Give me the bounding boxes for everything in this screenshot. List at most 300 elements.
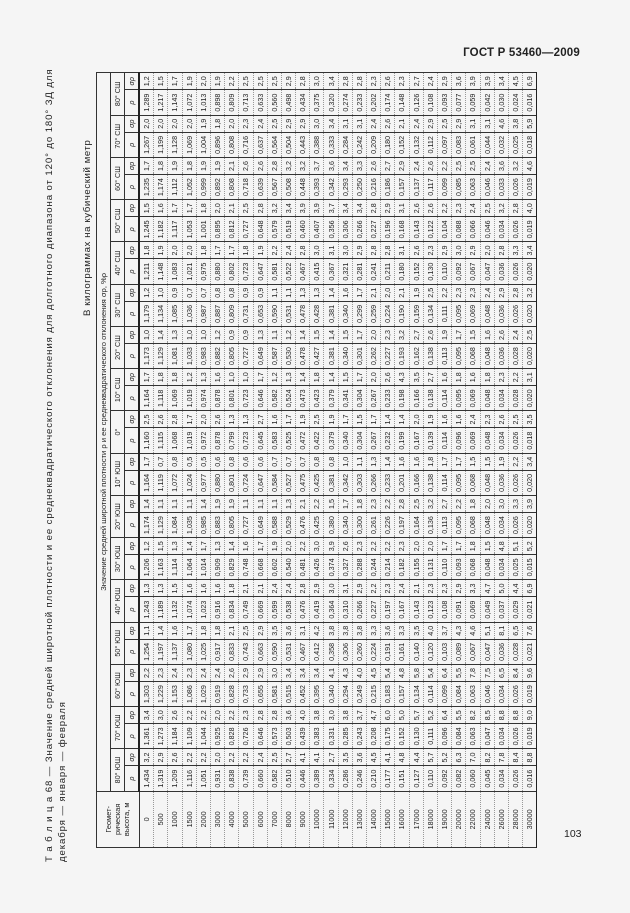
- sigma-cell: 4,1: [324, 664, 338, 681]
- rho-cell: 0,838: [225, 766, 239, 791]
- rho-cell: 0,025: [508, 132, 522, 157]
- rho-cell: 0,114: [423, 681, 437, 706]
- rho-cell: 1,019: [182, 386, 196, 411]
- sigma-cell: 2,2: [437, 200, 451, 217]
- rho-cell: 1,068: [168, 428, 182, 453]
- rho-cell: 1,197: [154, 639, 168, 664]
- rho-subheader: ρ: [125, 90, 140, 115]
- rho-cell: 0,805: [225, 512, 239, 537]
- sigma-subheader: σρ: [125, 495, 140, 512]
- rho-cell: 1,164: [139, 386, 154, 411]
- rho-cell: 0,259: [367, 301, 381, 326]
- sigma-cell: 1,4: [139, 495, 154, 512]
- rho-cell: 1,072: [182, 90, 196, 115]
- rho-cell: 0,215: [367, 681, 381, 706]
- rho-cell: 0,653: [253, 301, 267, 326]
- sigma-cell: 2,0: [168, 115, 182, 132]
- rho-cell: 0,379: [324, 428, 338, 453]
- sigma-cell: 3,1: [480, 115, 494, 132]
- rho-cell: 0,802: [225, 259, 239, 284]
- altitude-cell: 19000: [437, 791, 451, 847]
- sigma-cell: 2,6: [168, 749, 182, 766]
- sigma-cell: 2,0: [367, 369, 381, 386]
- rho-subheader: ρ: [125, 132, 140, 157]
- rho-cell: 0,383: [310, 724, 324, 749]
- rho-cell: 0,104: [437, 217, 451, 242]
- rho-cell: 0,646: [253, 724, 267, 749]
- rho-cell: 0,333: [324, 132, 338, 157]
- rho-cell: 0,016: [523, 766, 537, 791]
- sigma-cell: 2,0: [281, 538, 295, 555]
- rho-cell: 0,114: [437, 470, 451, 495]
- rho-cell: 0,427: [310, 343, 324, 368]
- rho-cell: 1,109: [182, 724, 196, 749]
- rho-cell: 0,663: [253, 639, 267, 664]
- rho-cell: 0,224: [367, 639, 381, 664]
- sigma-cell: 2,3: [182, 664, 196, 681]
- sigma-cell: 1,1: [267, 326, 281, 343]
- rho-cell: 0,063: [466, 724, 480, 749]
- sigma-cell: 4,6: [523, 157, 537, 174]
- rho-cell: 0,139: [423, 428, 437, 453]
- rho-cell: 0,300: [352, 512, 366, 537]
- rho-cell: 0,285: [338, 724, 352, 749]
- rho-cell: 0,048: [480, 555, 494, 580]
- sigma-cell: 4,3: [395, 369, 409, 386]
- sigma-cell: 5,1: [480, 622, 494, 639]
- rho-cell: 0,748: [239, 555, 253, 580]
- rho-cell: 0,134: [409, 681, 423, 706]
- rho-cell: 0,044: [480, 132, 494, 157]
- sigma-cell: 1,5: [338, 326, 352, 343]
- rho-cell: 0,186: [381, 174, 395, 199]
- sigma-cell: 4,1: [296, 749, 310, 766]
- sigma-cell: 2,4: [466, 200, 480, 217]
- rho-cell: 0,727: [239, 512, 253, 537]
- rho-cell: 0,724: [239, 470, 253, 495]
- altitude-cell: 5000: [239, 791, 253, 847]
- rho-cell: 0,883: [210, 512, 224, 537]
- rho-cell: 0,167: [409, 428, 423, 453]
- sigma-cell: 1,7: [139, 453, 154, 470]
- sigma-cell: 3,4: [338, 200, 352, 217]
- sigma-cell: 3,6: [352, 749, 366, 766]
- table-row: [225, 73, 239, 848]
- altitude-cell: 17000: [409, 791, 423, 847]
- rho-cell: 0,916: [210, 597, 224, 622]
- rho-cell: 0,925: [210, 724, 224, 749]
- rho-cell: 0,113: [437, 343, 451, 368]
- sigma-cell: 2,2: [225, 707, 239, 724]
- rho-cell: 1,129: [154, 343, 168, 368]
- sigma-cell: 2,4: [480, 157, 494, 174]
- sigma-cell: 1,2: [281, 326, 295, 343]
- sigma-cell: 1,4: [324, 284, 338, 301]
- sigma-cell: 3,0: [310, 73, 324, 90]
- altitude-cell: 7000: [267, 791, 281, 847]
- rho-cell: 0,510: [281, 766, 295, 791]
- sigma-cell: 8,4: [508, 749, 522, 766]
- rho-cell: 1,132: [168, 597, 182, 622]
- sigma-cell: 1,1: [139, 622, 154, 639]
- rho-cell: 1,069: [168, 386, 182, 411]
- sigma-cell: 2,2: [381, 495, 395, 512]
- altitude-cell: 24000: [480, 791, 494, 847]
- altitude-cell: 12000: [338, 791, 352, 847]
- rho-cell: 0,060: [466, 766, 480, 791]
- sigma-cell: 1,9: [210, 157, 224, 174]
- rho-cell: 0,340: [338, 343, 352, 368]
- rho-cell: 0,633: [253, 90, 267, 115]
- rho-cell: 0,974: [196, 386, 210, 411]
- sigma-cell: 1,3: [296, 284, 310, 301]
- sigma-cell: 2,3: [466, 284, 480, 301]
- rho-cell: 0,395: [310, 681, 324, 706]
- table-row: [352, 73, 366, 848]
- sigma-cell: 2,9: [281, 115, 295, 132]
- rho-cell: 1,160: [139, 428, 154, 453]
- sigma-cell: 3,0: [154, 707, 168, 724]
- rho-cell: 0,114: [437, 386, 451, 411]
- rho-cell: 0,199: [395, 428, 409, 453]
- sigma-cell: 1,3: [168, 538, 182, 555]
- rho-cell: 0,834: [225, 597, 239, 622]
- rho-cell: 0,046: [480, 681, 494, 706]
- sigma-cell: 2,4: [210, 664, 224, 681]
- sigma-cell: 2,8: [168, 411, 182, 428]
- sigma-cell: 2,8: [367, 242, 381, 259]
- sigma-cell: 2,6: [210, 411, 224, 428]
- sigma-cell: 1,7: [168, 73, 182, 90]
- rho-cell: 0,151: [395, 766, 409, 791]
- sigma-cell: 3,2: [267, 200, 281, 217]
- sigma-cell: 2,6: [423, 326, 437, 343]
- sigma-cell: 2,4: [281, 242, 295, 259]
- rho-cell: 0,042: [480, 90, 494, 115]
- rho-cell: 0,026: [508, 766, 522, 791]
- sigma-cell: 1,8: [352, 495, 366, 512]
- rho-cell: 1,229: [154, 681, 168, 706]
- rho-cell: 0,439: [296, 724, 310, 749]
- sigma-cell: 1,5: [154, 538, 168, 555]
- rho-cell: 0,157: [395, 174, 409, 199]
- rho-cell: 0,639: [253, 174, 267, 199]
- sigma-cell: 2,6: [168, 707, 182, 724]
- sigma-cell: 1,5: [466, 453, 480, 470]
- rho-cell: 0,029: [508, 597, 522, 622]
- sigma-cell: 1,4: [225, 538, 239, 555]
- sigma-cell: 4,4: [409, 749, 423, 766]
- rho-cell: 0,508: [281, 174, 295, 199]
- rho-cell: 0,020: [523, 259, 537, 284]
- sigma-cell: 3,2: [139, 749, 154, 766]
- rho-cell: 0,122: [423, 217, 437, 242]
- sigma-cell: 2,9: [452, 580, 466, 597]
- sigma-cell: 1,6: [409, 453, 423, 470]
- table-row: [267, 73, 281, 848]
- sigma-cell: 0,6: [239, 453, 253, 470]
- rho-cell: 0,573: [267, 724, 281, 749]
- rho-cell: 0,120: [423, 639, 437, 664]
- rho-cell: 0,472: [296, 428, 310, 453]
- rho-cell: 0,733: [239, 681, 253, 706]
- rho-cell: 0,645: [253, 428, 267, 453]
- rho-cell: 1,289: [139, 90, 154, 115]
- rho-cell: 1,053: [182, 217, 196, 242]
- sigma-cell: 8,1: [494, 622, 508, 639]
- rho-cell: 1,174: [154, 174, 168, 199]
- rho-cell: 1,072: [168, 470, 182, 495]
- sigma-cell: 2,5: [480, 200, 494, 217]
- rho-cell: 0,082: [452, 766, 466, 791]
- rho-cell: 1,004: [196, 132, 210, 157]
- latitude-header: 30° СШ: [111, 284, 125, 326]
- rho-cell: 0,110: [437, 259, 451, 284]
- sigma-subheader: σρ: [125, 242, 140, 259]
- sigma-cell: 2,0: [480, 495, 494, 512]
- rho-cell: 1,021: [182, 259, 196, 284]
- rho-cell: 0,281: [352, 259, 366, 284]
- sigma-cell: 2,2: [182, 707, 196, 724]
- rho-cell: 1,074: [182, 597, 196, 622]
- rho-cell: 0,478: [296, 301, 310, 326]
- sigma-cell: 2,1: [253, 580, 267, 597]
- sigma-cell: 1,8: [196, 200, 210, 217]
- sigma-cell: 1,5: [154, 73, 168, 90]
- sigma-cell: 2,6: [154, 411, 168, 428]
- sigma-cell: 1,8: [196, 242, 210, 259]
- rho-cell: 1,033: [182, 343, 196, 368]
- sigma-cell: 1,5: [310, 326, 324, 343]
- sigma-cell: 1,9: [253, 242, 267, 259]
- sigma-cell: 8,2: [466, 707, 480, 724]
- sigma-cell: 1,5: [480, 538, 494, 555]
- rho-cell: 0,175: [381, 724, 395, 749]
- rho-cell: 0,293: [338, 174, 352, 199]
- rho-cell: 0,342: [338, 470, 352, 495]
- sigma-cell: 2,1: [225, 200, 239, 217]
- sigma-cell: 6,5: [508, 622, 522, 639]
- rho-cell: 0,152: [395, 724, 409, 749]
- sigma-cell: 1,9: [409, 284, 423, 301]
- rho-cell: 0,097: [437, 132, 451, 157]
- latitude-header: 60° СШ: [111, 157, 125, 199]
- rho-cell: 0,425: [310, 470, 324, 495]
- rho-cell: 0,647: [253, 259, 267, 284]
- rho-cell: 1,051: [196, 766, 210, 791]
- rho-cell: 0,034: [494, 681, 508, 706]
- sigma-cell: 1,3: [253, 326, 267, 343]
- rho-cell: 0,340: [324, 681, 338, 706]
- altitude-cell: 20000: [452, 791, 466, 847]
- sigma-cell: 1,3: [139, 580, 154, 597]
- altitude-cell: 11000: [324, 791, 338, 847]
- table-row: [480, 73, 494, 848]
- rho-cell: 0,389: [310, 766, 324, 791]
- sigma-cell: 2,2: [196, 707, 210, 724]
- table-row: [423, 73, 437, 848]
- sigma-cell: 1,1: [168, 495, 182, 512]
- sigma-cell: 1,7: [182, 411, 196, 428]
- rho-cell: 0,808: [225, 132, 239, 157]
- rho-cell: 0,878: [210, 428, 224, 453]
- sigma-cell: 2,9: [437, 242, 451, 259]
- sigma-cell: 1,7: [352, 326, 366, 343]
- rho-cell: 0,143: [409, 597, 423, 622]
- sigma-cell: 3,9: [310, 200, 324, 217]
- sigma-cell: 2,1: [409, 580, 423, 597]
- rho-cell: 1,117: [168, 217, 182, 242]
- sigma-cell: 1,9: [437, 326, 451, 343]
- rho-cell: 1,069: [182, 132, 196, 157]
- sigma-cell: 3,2: [523, 284, 537, 301]
- sigma-cell: 1,1: [352, 453, 366, 470]
- sigma-cell: 2,1: [367, 284, 381, 301]
- rho-cell: 1,112: [168, 174, 182, 199]
- rho-cell: 1,245: [139, 217, 154, 242]
- sigma-cell: 2,8: [267, 707, 281, 724]
- rho-cell: 0,718: [239, 174, 253, 199]
- sigma-cell: 4,8: [494, 538, 508, 555]
- sigma-cell: 1,2: [210, 326, 224, 343]
- rho-cell: 0,210: [367, 766, 381, 791]
- sigma-cell: 1,6: [437, 411, 451, 428]
- sigma-cell: 1,4: [196, 495, 210, 512]
- rho-cell: 0,321: [338, 259, 352, 284]
- sigma-cell: 1,1: [281, 284, 295, 301]
- rho-cell: 1,035: [182, 512, 196, 537]
- rho-cell: 0,227: [367, 597, 381, 622]
- sigma-cell: 2,8: [338, 73, 352, 90]
- table-row: [437, 73, 451, 848]
- sigma-cell: 2,4: [253, 115, 267, 132]
- altitude-cell: 500: [154, 791, 168, 847]
- sigma-cell: 4,8: [395, 749, 409, 766]
- table-row: [168, 73, 182, 848]
- sigma-cell: 1,9: [267, 538, 281, 555]
- latitude-header: 20° ЮШ: [111, 495, 125, 537]
- sigma-cell: 3,7: [324, 200, 338, 217]
- sigma-cell: 2,8: [508, 284, 522, 301]
- latitude-header: 70° СШ: [111, 115, 125, 157]
- rho-cell: 0,036: [494, 639, 508, 664]
- sigma-cell: 3,1: [466, 115, 480, 132]
- rho-cell: 1,189: [154, 597, 168, 622]
- rho-cell: 1,319: [154, 766, 168, 791]
- sigma-cell: 1,8: [452, 369, 466, 386]
- rho-cell: 0,266: [352, 597, 366, 622]
- sigma-cell: 3,2: [423, 495, 437, 512]
- sigma-cell: 2,7: [281, 749, 295, 766]
- rho-cell: 0,088: [452, 217, 466, 242]
- sigma-cell: 1,9: [168, 157, 182, 174]
- rho-cell: 0,138: [423, 470, 437, 495]
- sigma-cell: 6,5: [494, 664, 508, 681]
- rho-subheader: ρ: [125, 343, 140, 368]
- caption-line-1: Т а б л и ц а 68 — Значение средней широтной плотности и ее среднеквадратического отклонения для долготного диапазона от 120° до 180° ЗД для: [44, 68, 55, 862]
- rho-cell: 0,637: [253, 132, 267, 157]
- sigma-cell: 1,6: [480, 326, 494, 343]
- altitude-cell: 0: [139, 791, 154, 847]
- rho-cell: 0,214: [381, 555, 395, 580]
- rho-cell: 0,048: [480, 343, 494, 368]
- rho-cell: 0,030: [494, 90, 508, 115]
- rho-cell: 1,023: [196, 597, 210, 622]
- sigma-cell: 2,6: [494, 411, 508, 428]
- rho-cell: 0,241: [367, 259, 381, 284]
- rho-cell: 0,069: [466, 428, 480, 453]
- rho-cell: 1,044: [196, 724, 210, 749]
- rho-cell: 0,261: [367, 512, 381, 537]
- sigma-cell: 2,3: [367, 73, 381, 90]
- sigma-cell: 1,6: [182, 580, 196, 597]
- sigma-cell: 1,6: [210, 369, 224, 386]
- rho-cell: 0,108: [437, 597, 451, 622]
- sigma-cell: 1,9: [210, 495, 224, 512]
- rho-cell: 0,099: [437, 174, 451, 199]
- rho-cell: 0,588: [267, 512, 281, 537]
- sigma-cell: 1,6: [466, 369, 480, 386]
- rho-cell: 0,034: [494, 555, 508, 580]
- rho-cell: 0,931: [210, 766, 224, 791]
- sigma-cell: 1,5: [466, 326, 480, 343]
- sigma-cell: 4,4: [508, 580, 522, 597]
- rho-cell: 1,254: [139, 639, 154, 664]
- sigma-cell: 0,5: [182, 453, 196, 470]
- rho-cell: 0,083: [452, 132, 466, 157]
- rho-cell: 0,201: [395, 470, 409, 495]
- rho-cell: 0,987: [196, 301, 210, 326]
- sigma-cell: 2,6: [381, 115, 395, 132]
- sigma-cell: 6,3: [452, 749, 466, 766]
- rho-cell: 1,217: [154, 90, 168, 115]
- rho-cell: 0,342: [324, 174, 338, 199]
- sigma-cell: 1,7: [452, 538, 466, 555]
- sigma-cell: 8,8: [508, 707, 522, 724]
- sigma-cell: 7,8: [466, 664, 480, 681]
- sigma-cell: 2,9: [395, 157, 409, 174]
- table-row: [381, 73, 395, 848]
- rho-cell: 0,047: [480, 639, 494, 664]
- sigma-cell: 1,7: [139, 157, 154, 174]
- sigma-cell: 2,8: [381, 242, 395, 259]
- sigma-cell: 1,7: [452, 453, 466, 470]
- sigma-cell: 1,5: [168, 580, 182, 597]
- sigma-cell: 6,9: [523, 580, 537, 597]
- rho-cell: 1,134: [154, 301, 168, 326]
- sigma-cell: 4,5: [367, 664, 381, 681]
- rho-cell: 0,434: [296, 90, 310, 115]
- rho-cell: 0,112: [423, 132, 437, 157]
- rho-cell: 0,096: [452, 428, 466, 453]
- rho-cell: 0,648: [253, 217, 267, 242]
- sigma-cell: 0,9: [253, 284, 267, 301]
- sigma-cell: 3,1: [395, 200, 409, 217]
- sigma-cell: 2,0: [225, 115, 239, 132]
- sigma-cell: 2,9: [352, 242, 366, 259]
- sigma-cell: 4,5: [367, 749, 381, 766]
- sigma-cell: 3,0: [324, 580, 338, 597]
- rho-cell: 0,157: [395, 681, 409, 706]
- rho-cell: 1,085: [168, 301, 182, 326]
- sigma-cell: 2,0: [423, 538, 437, 555]
- rho-cell: 0,306: [338, 217, 352, 242]
- rho-cell: 0,808: [225, 174, 239, 199]
- rho-cell: 0,047: [480, 259, 494, 284]
- rho-cell: 0,983: [196, 343, 210, 368]
- sigma-cell: 5,9: [523, 115, 537, 132]
- sigma-cell: 1,3: [168, 326, 182, 343]
